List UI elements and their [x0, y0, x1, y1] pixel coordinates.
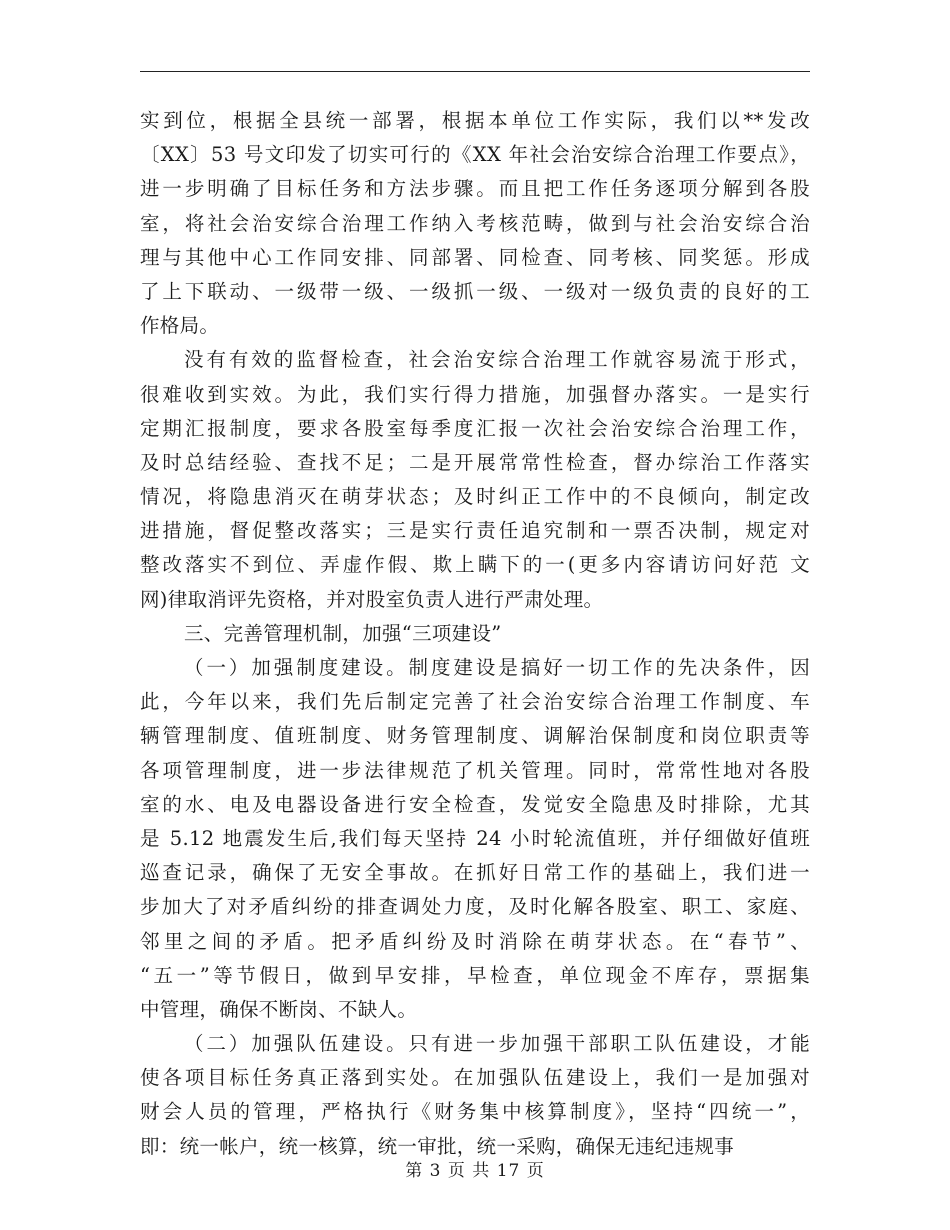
text-line: 即：统一帐户，统一核算，统一审批，统一采购，确保无违纪违规事: [140, 1134, 735, 1158]
text-line: 了上下联动、一级带一级、一级抓一级、一级对一级负责的良好的工: [140, 279, 810, 303]
text-line: 及时总结经验、查找不足；二是开展常常性检查，督办综治工作落实: [140, 450, 810, 474]
text-line: 很难收到实效。为此，我们实行得力措施，加强督办落实。一是实行: [140, 382, 810, 406]
text-line: 进一步明确了目标任务和方法步骤。而且把工作任务逐项分解到各股: [140, 177, 810, 201]
header-rule: [140, 71, 810, 72]
text-line: 三、完善管理机制，加强“三项建设”: [184, 621, 502, 645]
text-line: “五一”等节假日，做到早安排，早检查，单位现金不库存，票据集: [140, 963, 810, 987]
text-line: 辆管理制度、值班制度、财务管理制度、调解治保制度和岗位职责等: [140, 724, 810, 748]
text-line: 财会人员的管理，严格执行《财务集中核算制度》，坚持“四统一”，: [140, 1100, 810, 1124]
text-line: 各项管理制度，进一步法律规范了机关管理。同时，常常性地对各股: [140, 758, 810, 782]
paragraph: [140, 651, 810, 1027]
text-line: 作格局。: [140, 314, 220, 338]
text-line: 定期汇报制度，要求各股室每季度汇报一次社会治安综合治理工作，: [140, 416, 810, 440]
text-line: 步加大了对矛盾纠纷的排查调处力度，及时化解各股室、职工、家庭、: [140, 895, 810, 919]
text-line: 巡查记录，确保了无安全事故。在抓好日常工作的基础上，我们进一: [140, 861, 810, 885]
text-line: 是 5.12 地震发生后,我们每天坚持 24 小时轮流值班，并仔细做好值班: [140, 826, 810, 850]
paragraph: [140, 617, 810, 651]
text-line: （一）加强制度建设。制度建设是搞好一切工作的先决条件，因: [184, 656, 810, 679]
paragraph: [140, 343, 810, 617]
text-line: 整改落实不到位、弄虚作假、欺上瞒下的一(更多内容请访问好范 文: [140, 553, 810, 577]
text-line: 邻里之间的矛盾。把矛盾纠纷及时消除在萌芽状态。在“春节”、: [140, 929, 810, 953]
text-line: 网)律取消评先资格，并对股室负责人进行严肃处理。: [140, 587, 604, 611]
page-footer: 第 3 页 共 17 页: [405, 1161, 545, 1181]
text-line: 情况，将隐患消灭在萌芽状态；及时纠正工作中的不良倾向，制定改: [140, 485, 810, 509]
text-line: 理与其他中心工作同安排、同部署、同检查、同考核、同奖惩。形成: [140, 245, 810, 269]
paragraph: [140, 1027, 810, 1164]
text-line: 实到位，根据全县统一部署，根据本单位工作实际，我们以**发改: [140, 109, 810, 132]
text-line: 没有有效的监督检查，社会治安综合治理工作就容易流于形式，: [184, 348, 810, 372]
text-line: 进措施，督促整改落实；三是实行责任追究制和一票否决制，规定对: [140, 519, 810, 543]
body-text: [140, 104, 810, 1164]
paragraph: [140, 104, 810, 343]
text-line: 室，将社会治安综合治理工作纳入考核范畴，做到与社会治安综合治: [140, 211, 810, 235]
text-line: 此，今年以来，我们先后制定完善了社会治安综合治理工作制度、车: [140, 690, 810, 714]
text-line: 中管理，确保不断岗、不缺人。: [140, 997, 418, 1021]
text-line: 〔XX〕53 号文印发了切实可行的《XX 年社会治安综合治理工作要点》，: [140, 143, 810, 167]
text-line: 使各项目标任务真正落到实处。在加强队伍建设上，我们一是加强对: [140, 1066, 810, 1090]
text-line: 室的水、电及电器设备进行安全检查，发觉安全隐患及时排除，尤其: [140, 792, 810, 816]
text-line: （二）加强队伍建设。只有进一步加强干部职工队伍建设，才能: [184, 1032, 810, 1056]
